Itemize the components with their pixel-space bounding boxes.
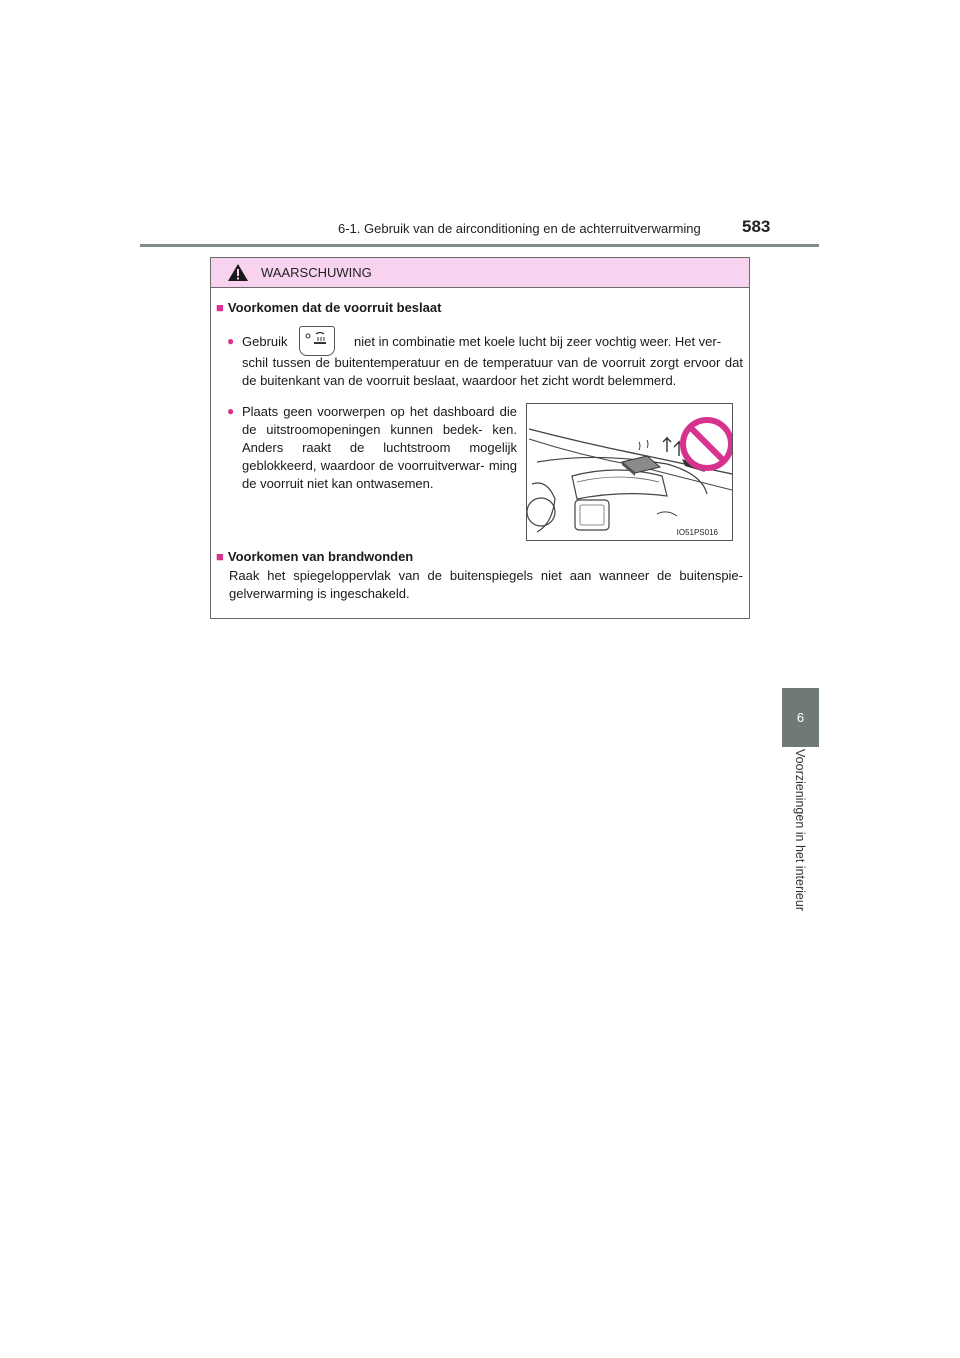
chapter-title: Voorzieningen in het interieur [793,749,807,911]
warning-box [210,257,750,619]
defogger-button-icon [299,326,335,356]
dashboard-illustration [526,403,733,541]
page-number: 583 [742,217,771,236]
header-rule [140,244,819,247]
round-bullet-icon: ● [227,334,235,348]
bullet2-text: Plaats geen voorwerpen op het dashboard die de uitstroomopeningen kunnen bedek- ken. Anders raakt de luchtstroom mogelijk geblokkeerd, waardoor de voorruitverwar- ming de voorruit niet kan ontwasemen. [242,404,517,491]
section-header: 6-1. Gebruik van de airconditioning en de achterruitverwarming [338,221,701,236]
section-title-defog: ■ Voorkomen dat de voorruit beslaat [216,300,442,315]
square-bullet-icon: ■ [216,300,224,315]
square-bullet-icon: ■ [216,549,224,564]
figure-code: IO51PS016 [676,528,718,537]
round-bullet-icon: ● [227,404,235,418]
warning-content [211,258,749,618]
warning-title: WAARSCHUWING [261,265,372,280]
chapter-tab: 6 [782,688,819,747]
bullet1-line1: niet in combinatie met koele lucht bij zeer vochtig weer. Het ver- [354,334,722,349]
burns-text: Raak het spiegeloppervlak van de buitenspiegels niet aan wanneer de buitenspie- gelverwarming is ingeschakeld. [229,568,743,601]
section-title-burns: ■ Voorkomen van brandwonden [216,549,414,564]
bullet1-rest: schil tussen de buitentemperatuur en de temperatuur van de voorruit zorgt ervoor dat de buitenkant van de voorruit beslaat, waardoor het zicht wordt belemmerd. [242,355,743,388]
bullet1-lead: Gebruik [242,334,288,349]
